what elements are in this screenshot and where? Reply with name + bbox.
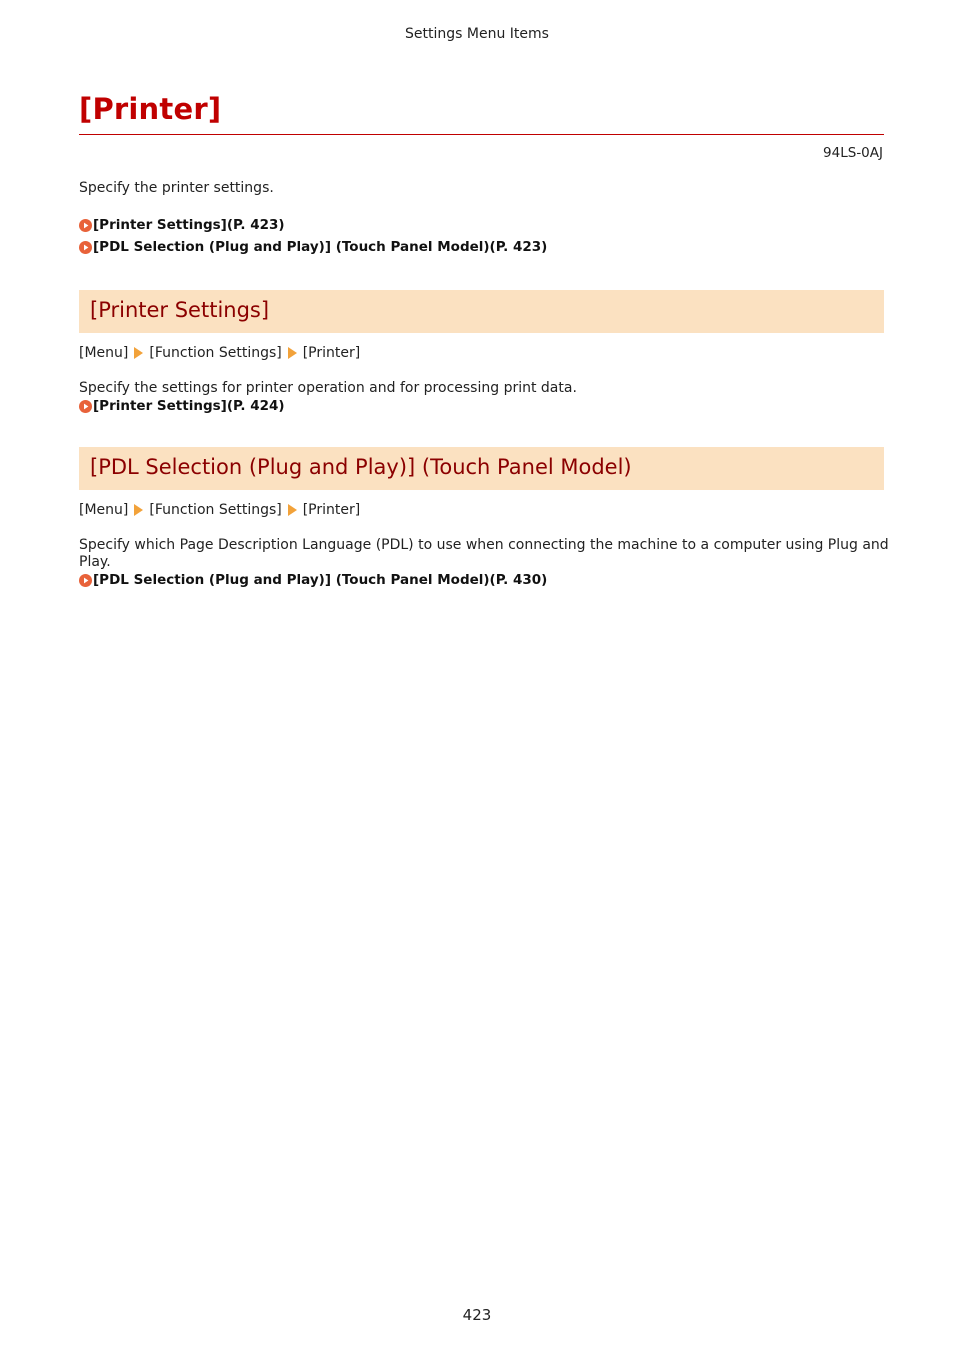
circle-play-icon	[79, 241, 92, 254]
link-label: [PDL Selection (Plug and Play)] (Touch Panel Model)(P. 430)	[93, 572, 548, 588]
link-label: [Printer Settings](P. 424)	[93, 398, 285, 414]
toc-link-label: [Printer Settings](P. 423)	[93, 217, 285, 233]
menu-path-item: [Menu]	[79, 502, 129, 518]
menu-path-item: [Printer]	[302, 502, 361, 518]
triangle-right-icon	[288, 504, 297, 516]
circle-play-icon	[79, 400, 92, 413]
section-heading: [PDL Selection (Plug and Play)] (Touch Panel Model)	[90, 455, 632, 479]
title-divider	[79, 134, 884, 135]
menu-path-item: [Function Settings]	[149, 502, 282, 518]
section-description: Specify the settings for printer operation and for processing print data.	[79, 380, 577, 396]
intro-text: Specify the printer settings.	[79, 180, 274, 196]
triangle-right-icon	[134, 504, 143, 516]
description-line: Specify which Page Description Language (PDL) to use when connecting the machine to a computer using Plug and	[79, 537, 889, 553]
section-header-printer-settings	[79, 290, 884, 333]
menu-path	[79, 345, 360, 361]
page-number: 423	[462, 1306, 492, 1324]
menu-path-item: [Function Settings]	[149, 345, 282, 361]
triangle-right-icon	[134, 347, 143, 359]
document-id: 94LS-0AJ	[823, 145, 883, 161]
section-heading: [Printer Settings]	[90, 298, 270, 322]
toc-link-printer-settings[interactable]	[79, 217, 285, 233]
menu-path-item: [Menu]	[79, 345, 129, 361]
running-header: Settings Menu Items	[405, 26, 549, 42]
page-title: [Printer]	[79, 92, 222, 126]
circle-play-icon	[79, 219, 92, 232]
link-pdl-selection[interactable]	[79, 572, 547, 588]
description-line: Play.	[79, 554, 111, 570]
toc-link-label: [PDL Selection (Plug and Play)] (Touch Panel Model)(P. 423)	[93, 239, 548, 255]
triangle-right-icon	[288, 347, 297, 359]
menu-path	[79, 502, 360, 518]
link-printer-settings[interactable]	[79, 398, 285, 414]
menu-path-item: [Printer]	[302, 345, 361, 361]
section-header-pdl-selection	[79, 447, 884, 490]
toc-link-pdl-selection[interactable]	[79, 239, 547, 255]
circle-play-icon	[79, 574, 92, 587]
section-description	[79, 537, 889, 571]
